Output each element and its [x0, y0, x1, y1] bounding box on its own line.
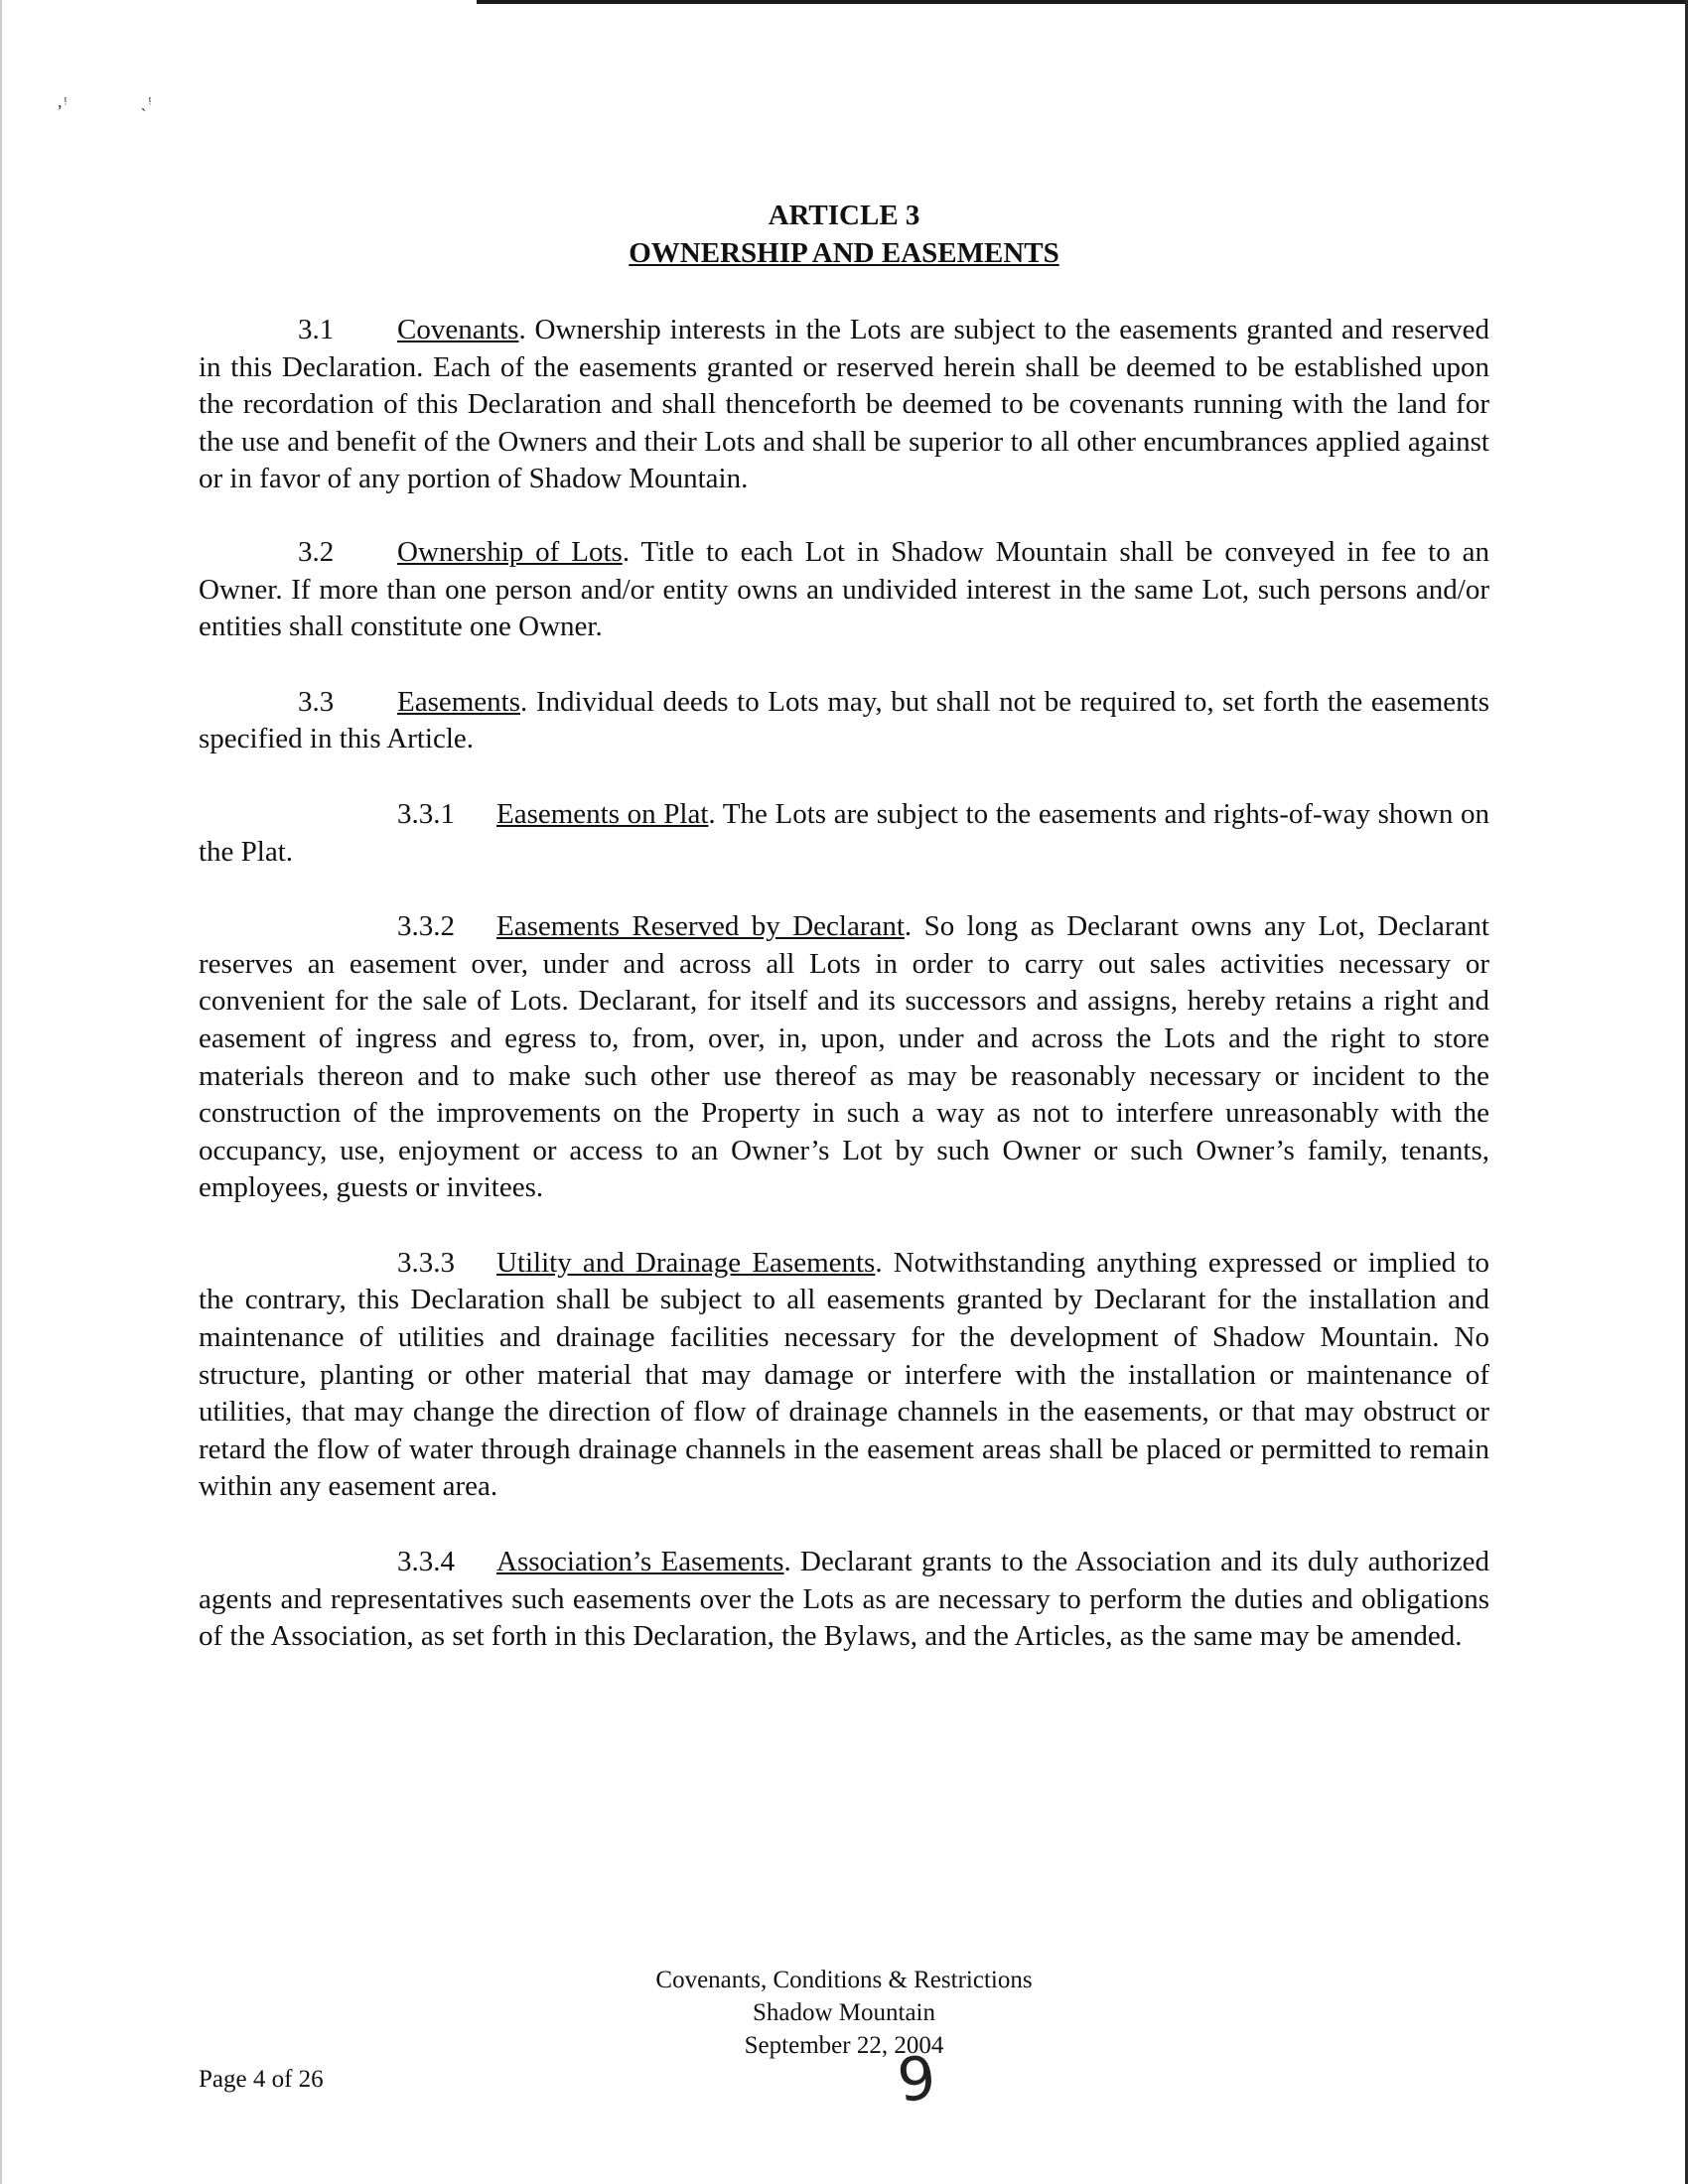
scan-edge-top [477, 0, 1688, 4]
section-number: 3.2 [298, 535, 335, 568]
section-heading: Association’s Easements [496, 1546, 784, 1578]
section-heading: Ownership of Lots [397, 535, 623, 568]
section-text: . Notwithstanding anything expressed or implied to the contrary, this Declaration shall be subject to all easements granted by Declarant for the installation and maintenance of utilities and drainage facilities necessary for the development of Shadow Mountain. No structure, planting or other material that may damage or interfere with the installation or maintenance of utilities, that may change the direction of flow of drainage channels in the easements, or that may obstruct or retard the flow of water through drainage channels in the easement areas shall be placed or permitted to remain within any easement area. [199, 1246, 1489, 1503]
scan-specks: ,ᵎ ˎᵎ [58, 91, 154, 111]
section-heading: Easements Reserved by Declarant [496, 910, 905, 943]
section-text: . Title to each Lot in Shadow Mountain shall be conveyed in fee to an Owner. If more than one person and/or entity owns an undivided interest in the same Lot, such persons and/or entities shall constitute one Owner. [199, 535, 1489, 643]
section-3-3-2 [199, 908, 1489, 1207]
section-3-1 [199, 312, 1489, 498]
scan-edge-left [0, 0, 2, 2184]
footer-project: Shadow Mountain [752, 1999, 936, 2026]
section-heading: Utility and Drainage Easements [496, 1246, 876, 1279]
document-footer [0, 1964, 1688, 2062]
section-3-3-1 [199, 796, 1489, 871]
section-number: 3.3.4 [397, 1546, 455, 1578]
page-number: Page 4 of 26 [199, 2066, 324, 2093]
document-page [199, 197, 1489, 1656]
section-heading: Easements [397, 685, 521, 718]
footer-date: September 22, 2004 [744, 2032, 944, 2059]
section-number: 3.1 [298, 314, 335, 345]
section-number: 3.3.3 [397, 1246, 455, 1279]
section-text: . The Lots are subject to the easements and rights-of-way shown on the Plat. [199, 797, 1489, 868]
article-title: OWNERSHIP AND EASEMENTS [629, 237, 1059, 269]
section-text: . Declarant grants to the Association and its duly authorized agents and representatives such easements over the Lots as are necessary to perform the duties and obligations of the Association, as set forth in this Declaration, the Bylaws, and the Articles, as the same may be amended. [199, 1546, 1489, 1653]
section-3-3 [199, 684, 1489, 758]
article-number: ARTICLE 3 [768, 200, 920, 231]
section-number: 3.3.1 [397, 797, 455, 830]
section-text: . Ownership interests in the Lots are subject to the easements granted and reserved in this Declaration. Each of the easements granted or reserved herein shall be deemed to be established upon the recordation of this Declaration and shall thenceforth be deemed to be covenants running with the land for the use and benefit of the Owners and their Lots and shall be superior to all other encumbrances applied against or in favor of any portion of Shadow Mountain. [199, 314, 1489, 495]
section-number: 3.3 [298, 685, 335, 718]
section-text: . So long as Declarant owns any Lot, Declarant reserves an easement over, under and across all Lots in order to carry out sales activities necessary or convenient for the sale of Lots. Declarant, for itself and its successors and assigns, hereby retains a right and easement of ingress and egress to, from, over, in, upon, under and across the Lots and the right to store materials thereon and to make such other use thereof as may be reasonably necessary or incident to the construction of the improvements on the Property in such a way as not to interfere unreasonably with the occupancy, use, enjoyment or access to an Owner’s Lot by such Owner or such Owner’s family, tenants, employees, guests or invitees. [199, 910, 1489, 1204]
section-3-3-4 [199, 1544, 1489, 1656]
handwritten-mark: 9 [894, 2043, 939, 2116]
section-heading: Covenants [397, 314, 519, 345]
section-3-3-3 [199, 1245, 1489, 1506]
section-3-2 [199, 534, 1489, 646]
section-number: 3.3.2 [397, 910, 455, 943]
section-heading: Easements on Plat [496, 797, 709, 830]
section-text: . Individual deeds to Lots may, but shall not be required to, set forth the easements specified in this Article. [199, 685, 1489, 755]
footer-title: Covenants, Conditions & Restrictions [655, 1967, 1033, 1993]
